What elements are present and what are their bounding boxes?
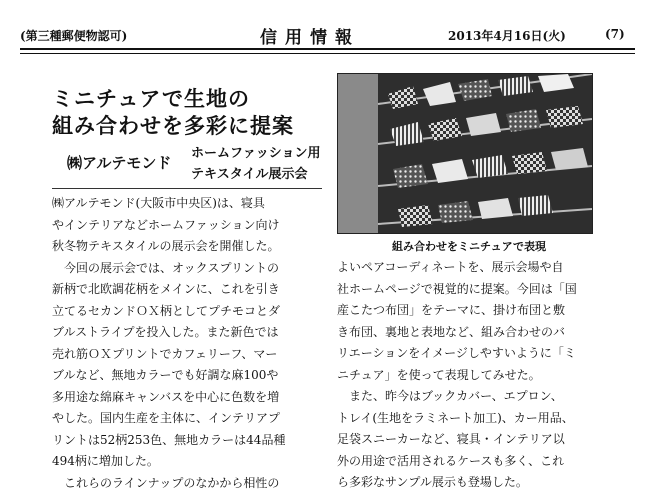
article-text-line: やインテリアなどホームファッション向け (52, 217, 280, 232)
article-text-line: リエーションをイメージしやすいように「ミ (337, 346, 576, 360)
article-text-line: 売れ筋ＯＸプリントでカフェリーフ、マー (52, 346, 278, 361)
article-text-line: これらのラインナップのなかから相性の (64, 475, 280, 490)
subheadline-line-2: テキスタイル展示会 (191, 167, 308, 182)
photo-caption: 組み合わせをミニチュアで表現 (392, 240, 546, 253)
article-text-line: やした。国内生産を主体に、インテリアプ (52, 411, 281, 425)
article-text-line: 社ホームページで視覚的に提案。今回は「国 (337, 281, 577, 296)
article-text-line: リントは52柄253色、無地カラーは44品種 (52, 432, 286, 447)
fabric-miniatures-photo-icon (338, 74, 592, 233)
company-name: ㈱アルテモンド (67, 154, 172, 172)
article-text-line: ニチュア」を使って表現してみせた。 (337, 367, 541, 382)
article-text-line: また、昨今はブックカバー、エプロン、 (349, 389, 563, 403)
article-text-line: 外の用途で活用されるケースも多く、これ (337, 453, 565, 468)
postal-permit-label: (第三種郵便物認可) (20, 29, 128, 43)
article-text-line: ㈱アルテモンド(大阪市中央区)は、寝具 (52, 196, 265, 210)
page-number: (7) (605, 27, 625, 41)
newspaper-name: 信用情報 (260, 28, 360, 48)
article-text-line: 秋冬物テキスタイルの展示会を開催した。 (52, 239, 280, 253)
article-text-line: 494柄に増加した。 (52, 454, 159, 468)
article-text-line: トレイ(生地をラミネート加工)、カー用品、 (337, 410, 574, 425)
article-left-column (52, 193, 285, 494)
article-text-line: 足袋スニーカーなど、寝具・インテリア以 (337, 432, 565, 446)
article-text-line: 多用途な綿麻キャンバスを中心に色数を増 (52, 389, 280, 404)
header-rule-thin (20, 53, 635, 54)
headline-divider (52, 188, 322, 189)
headline-line-2: 組み合わせを多彩に提案 (52, 114, 294, 138)
article-text-line: き布団、裏地と表地など、組み合わせのバ (337, 324, 566, 339)
headline-line-1: ミニチュアで生地の (52, 87, 250, 111)
article-text-line: ブルストライプを投入した。また新色では (52, 325, 279, 339)
article-text-line: 新柄で北欧調花柄をメインに、これを引き (52, 282, 280, 296)
header-rule (20, 48, 635, 50)
subheadline-line-1: ホームファッション用 (191, 146, 321, 161)
article-text-line: 産こたつ布団」をテーマに、掛け布団と敷 (337, 303, 566, 317)
article-text-line: ら多彩なサンプル展示も登場した。 (337, 475, 528, 489)
article-text-line: 立てるセカンドＯＸ柄としてプチモコとダ (52, 303, 281, 318)
article-text-line: 今回の展示会では、オックスプリントの (64, 260, 280, 275)
article-photo (337, 73, 593, 234)
article-right-column (337, 257, 577, 494)
article-text-line: ブルなど、無地カラーでも好調な麻100や (52, 368, 279, 382)
article-text-line: よいペアコーディネートを、展示会場や自 (337, 260, 564, 274)
issue-date: 2013年4月16日(火) (448, 29, 566, 43)
page-header (0, 0, 647, 50)
